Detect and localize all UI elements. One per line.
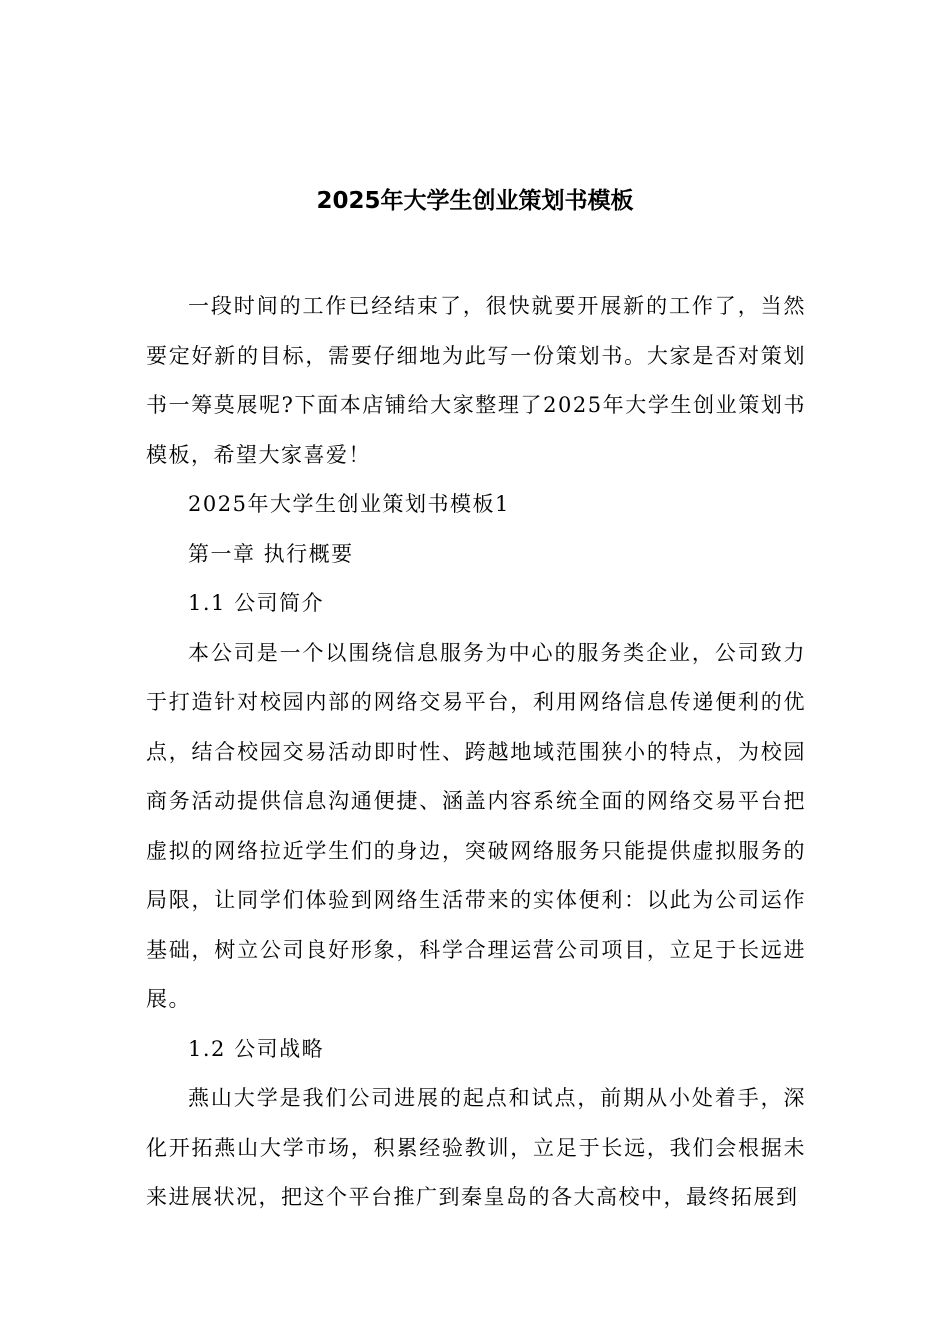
subsection-heading-company-strategy: 1.2 公司战略 [188, 1036, 325, 1061]
chapter-heading: 第一章 执行概要 [188, 541, 354, 566]
intro-paragraph: 一段时间的工作已经结束了，很快就要开展新的工作了，当然要定好新的目标，需要仔细地为此写一份策划书。大家是否对策划书一筹莫展呢?下面本店铺给大家整理了2025年大学生创业策划书模板，希望大家喜爱！ [146, 294, 806, 467]
document-title: 2025年大学生创业策划书模板 [316, 188, 634, 214]
company-strategy-paragraph: 燕山大学是我们公司进展的起点和试点，前期从小处着手，深化开拓燕山大学市场，积累经验教训，立足于长远，我们会根据未来进展状况，把这个平台推广到秦皇岛的各大高校中，最终拓展到 [146, 1086, 806, 1209]
company-intro-paragraph: 本公司是一个以围绕信息服务为中心的服务类企业，公司致力于打造针对校园内部的网络交易平台，利用网络信息传递便利的优点，结合校园交易活动即时性、跨越地域范围狭小的特点，为校园商务活动提供信息沟通便捷、涵盖内容系统全面的网络交易平台把虚拟的网络拉近学生们的身边，突破网络服务只能提供虚拟服务的局限，让同学们体验到网络生活带来的实体便利：以此为公司运作基础，树立公司良好形象，科学合理运营公司项目，立足于长远进展。 [146, 640, 806, 1011]
section-title: 2025年大学生创业策划书模板1 [188, 492, 510, 516]
subsection-heading-company-intro: 1.1 公司简介 [188, 591, 325, 615]
document-body [146, 282, 806, 1223]
